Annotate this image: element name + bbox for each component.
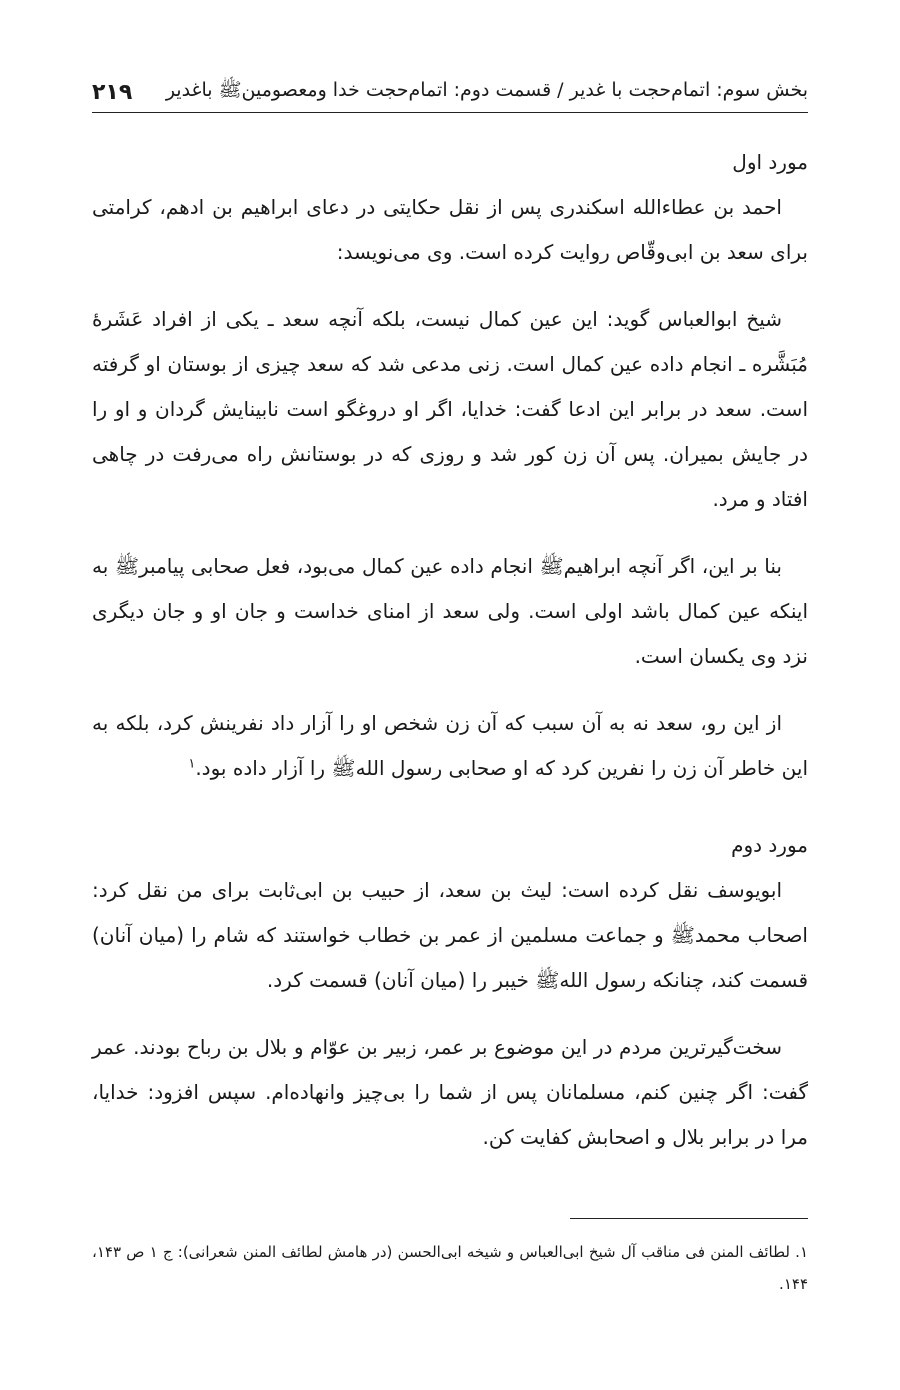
running-header-title: بخش سوم: اتمام‌حجت با غدیر / قسمت دوم: اتمام‌حجت خدا ومعصومین‌ﷺ باغدیر (165, 79, 808, 101)
footnote-divider (570, 1218, 808, 1219)
section-heading-second: مورد دوم (731, 833, 808, 857)
section-heading-first: مورد اول (732, 150, 808, 174)
running-header (92, 72, 808, 113)
paragraph-text: از این رو، سعد نه به آن سبب که آن زن شخص او را آزار داد نفرینش کرد، بلکه به این خاطر آن زن را نفرین کرد که او صحابی رسول اللهﷺ را آزار داده بود. (92, 711, 808, 780)
page-number: ۲۱۹ (92, 79, 133, 105)
footnote-marker: ۱ (188, 756, 196, 772)
paragraph: احمد بن عطاءالله اسکندری پس از نقل حکایتی در دعای ابراهیم بن ادهم، کرامتی برای سعد بن ابی‌وقّاص روایت کرده است. وی می‌نویسد: (92, 195, 808, 264)
footnote: ۱. لطائف المنن فی مناقب آل شیخ ابی‌العباس و شیخه ابی‌الحسن (در هامش لطائف المنن شعرانی): ج ۱ ص ۱۴۳، ۱۴۴. (92, 1243, 808, 1293)
page-body (92, 140, 808, 1160)
paragraph (92, 701, 808, 791)
paragraph: شیخ ابوالعباس گوید: این عین کمال نیست، بلکه آنچه سعد ـ یکی از افراد عَشَرۀ مُبَشَّره ـ انجام داده عین کمال است. زنی مدعی شد که سعد چیزی از بوستان او گرفته است. سعد در برابر این ادعا گفت: خدایا، اگر او دروغگو است نابینایش گردان و او را در جایش بمیران. پس آن زن کور شد و روزی که در بوستانش راه می‌رفت در چاهی افتاد و مرد. (92, 307, 808, 511)
paragraph: بنا بر این، اگر آنچه ابراهیم‌ﷺ انجام داده عین کمال می‌بود، فعل صحابی پیامبرﷺ به اینکه عین کمال باشد اولی است. ولی سعد از امنای خداست و جان او و جان دیگری نزد وی یکسان است. (92, 554, 808, 668)
paragraph: ابویوسف نقل کرده است: لیث بن سعد، از حبیب بن ابی‌ثابت برای من نقل کرد: اصحاب محمدﷺ و جماعت مسلمین از عمر بن خطاب خواستند که شام را (میان آنان) قسمت کند، چنانکه رسول اللهﷺ خیبر را (میان آنان) قسمت کرد. (92, 878, 808, 992)
paragraph: سخت‌گیرترین مردم در این موضوع بر عمر، زبیر بن عوّام و بلال بن رباح بودند. عمر گفت: اگر چنین کنم، مسلمانان پس از شما را بی‌چیز وانهاده‌ام. سپس افزود: خدایا، مرا در برابر بلال و اصحابش کفایت کن. (92, 1035, 808, 1149)
